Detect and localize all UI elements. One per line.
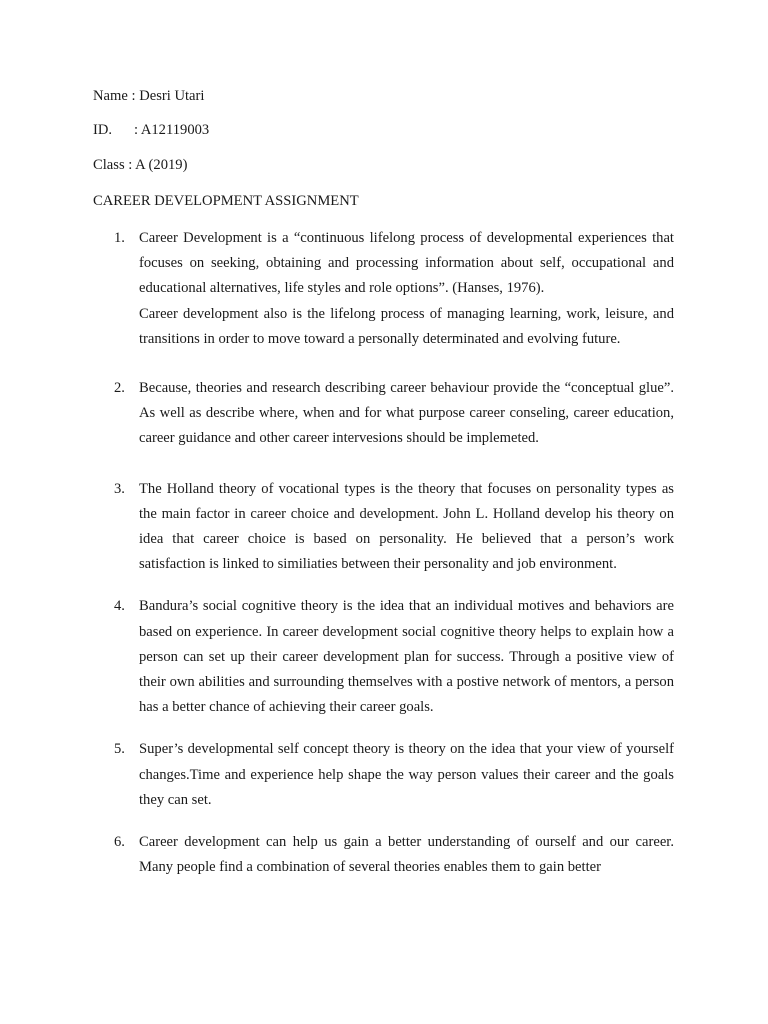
answer-paragraph: Super’s developmental self concept theory is theory on the idea that your view of yourself changes.Time and experience help shape the way person values their career and the goals they can set. [139, 741, 674, 808]
answer-paragraph: Career development also is the lifelong process of managing learning, work, leisure, and transitions in order to move toward a personally determinated and evolving future. [139, 305, 674, 347]
student-id: ID. : A12119003 [93, 122, 210, 138]
answer-item-6 [93, 830, 674, 880]
answer-list [93, 226, 674, 880]
answer-paragraph: Career Development is a “continuous lifelong process of developmental experiences that focuses on seeking, obtaining and processing information about self, occupational and educational alternatives, life styles and role options”. (Hanses, 1976). [139, 230, 674, 297]
answer-item-2 [93, 376, 674, 452]
answer-number: 3. [114, 480, 125, 497]
answer-paragraph: Bandura’s social cognitive theory is the idea that an individual motives and behaviors are based on experience. In career development social cognitive theory helps to explain how a person can set up their career development plan for success. Through a positive view of their own abilities and surrounding themselves with a postive network of mentors, a person has a better chance of achieving their career goals. [139, 598, 674, 716]
student-class: Class : A (2019) [93, 157, 188, 173]
assignment-title: CAREER DEVELOPMENT ASSIGNMENT [93, 193, 359, 209]
answer-paragraph: Because, theories and research describing career behaviour provide the “conceptual glue”. As well as describe where, when and for what purpose career conseling, career education, career guidance and other career intervesions should be implemeted. [139, 380, 674, 447]
answer-paragraph: Career development can help us gain a better understanding of ourself and our career. Many people find a combination of several theories enables them to gain better [139, 834, 674, 876]
answer-number: 4. [114, 598, 125, 615]
answer-number: 1. [114, 230, 125, 246]
student-name: Name : Desri Utari [93, 88, 205, 104]
answer-number: 2. [114, 380, 125, 397]
answer-number: 6. [114, 834, 125, 851]
answer-paragraph: The Holland theory of vocational types is the theory that focuses on personality types as the main factor in career choice and development. John L. Holland develop his theory on idea that career choice is based on personality. He believed that a person’s work satisfaction is linked to similiaties between their personality and job environment. [139, 480, 674, 573]
answer-number: 5. [114, 741, 125, 758]
answer-item-4 [93, 594, 674, 720]
answer-item-3 [93, 477, 674, 578]
answer-item-1 [93, 226, 674, 352]
answer-item-5 [93, 737, 674, 813]
